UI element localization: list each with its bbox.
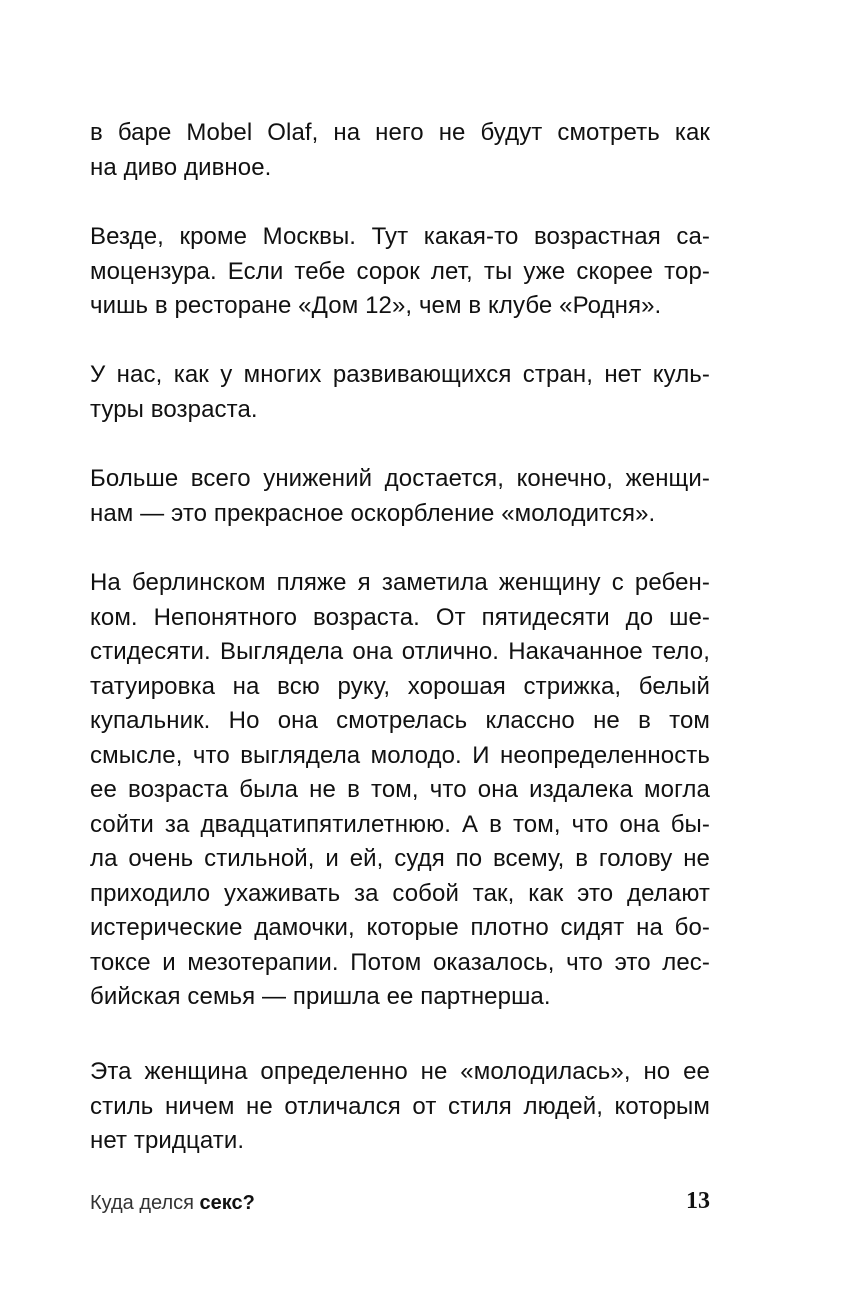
text-line: стидесяти. Выглядела она отлично. Накачанное тело, [90,638,710,665]
text-line: нет тридцати. [90,1127,245,1154]
text-line: смысле, что выглядела молодо. И неопределенность [90,741,710,769]
text-line: сойти за двадцатипятилетнюю. А в том, что она бы- [90,810,710,838]
text-line: моцензура. Если тебе сорок лет, ты уже скорее тор- [90,257,710,285]
paragraph-4 [90,462,710,531]
text-line: токсе и мезотерапии. Потом оказалось, что это лес- [90,948,710,976]
text-line: ла очень стильной, и ей, судя по всему, в голову не [90,845,710,872]
page-number: 13 [686,1188,710,1214]
text-line: На берлинском пляже я заметила женщину с ребен- [90,569,710,596]
text-line: стиль ничем не отличался от стиля людей, которым [90,1092,710,1120]
text-line: бийская семья — пришла ее партнерша. [90,983,551,1010]
text-line: Эта женщина определенно не «молодилась», но ее [90,1058,710,1085]
text-line: Больше всего унижений достается, конечно, женщи- [90,465,710,492]
text-line: приходило ухаживать за собой так, как это делают [90,879,710,907]
running-title [90,1192,255,1215]
paragraph-3 [90,358,710,427]
text-line: туры возраста. [90,395,258,423]
text-line: купальник. Но она смотрелась классно не в том [90,707,710,734]
paragraph-1 [90,116,710,185]
running-title-regular: Куда делся [90,1192,200,1214]
paragraph-6 [90,1055,710,1159]
text-line: У нас, как у многих развивающихся стран, нет куль- [90,361,710,388]
text-line: чишь в ресторане «Дом 12», чем в клубе «Родня». [90,292,662,319]
text-line: истерические дамочки, которые плотно сидят на бо- [90,914,710,941]
text-line: в баре Mobel Olaf, на него не будут смотреть как [90,119,710,146]
running-title-bold: секс? [199,1192,255,1214]
page-footer [90,1188,710,1222]
text-line: на диво дивное. [90,153,272,181]
paragraph-2 [90,220,710,324]
text-line: татуировка на всю руку, хорошая стрижка, белый [90,672,710,700]
text-line: ком. Непонятного возраста. От пятидесяти до ше- [90,603,710,631]
text-line: Везде, кроме Москвы. Тут какая-то возрастная са- [90,223,710,250]
paragraph-5 [90,566,710,1015]
text-line: ее возраста была не в том, что она издалека могла [90,776,710,803]
text-line: нам — это прекрасное оскорбление «молодится». [90,499,656,527]
